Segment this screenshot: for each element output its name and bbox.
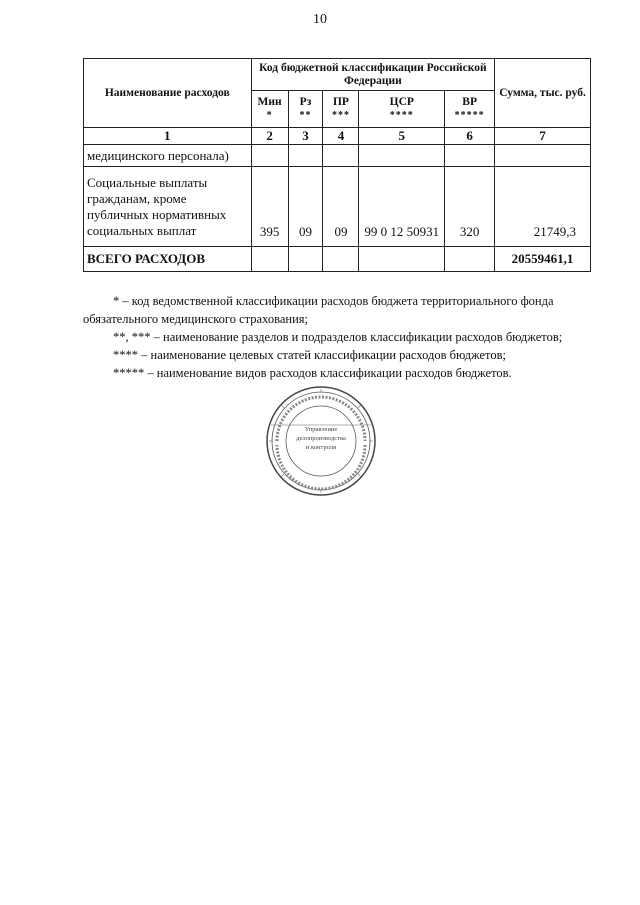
row-pr <box>323 145 359 167</box>
header-vr: ВР ***** <box>445 91 495 128</box>
row-sum: 21749,3 <box>495 167 591 247</box>
official-seal-stamp <box>265 385 377 497</box>
column-number: 4 <box>323 128 359 145</box>
header-pr: ПР *** <box>323 91 359 128</box>
total-row <box>84 247 591 272</box>
column-number: 3 <box>288 128 323 145</box>
header-sum: Сумма, тыс. руб. <box>495 59 591 128</box>
row-rz <box>288 145 323 167</box>
column-number: 1 <box>84 128 252 145</box>
page-number: 10 <box>313 12 327 27</box>
row-min: 395 <box>251 167 288 247</box>
stamp-text: делопроизводства <box>296 435 346 442</box>
header-min: Мин * <box>251 91 288 128</box>
total-label: ВСЕГО РАСХОДОВ <box>84 247 252 272</box>
footnote: * – код ведомственной классификации расходов бюджета территориального фонда обязательного медицинского страхования; <box>83 294 554 326</box>
footnote: **** – наименование целевых статей классификации расходов бюджетов; <box>113 348 506 362</box>
column-number-row <box>84 128 591 145</box>
column-number: 2 <box>251 128 288 145</box>
total-sum: 20559461,1 <box>495 247 591 272</box>
stamp-text: Управление <box>304 426 338 433</box>
row-rz: 09 <box>288 167 323 247</box>
row-pr: 09 <box>323 167 359 247</box>
row-name: медицинского персонала) <box>84 145 252 167</box>
column-number: 7 <box>495 128 591 145</box>
row-csr <box>359 145 445 167</box>
table-row <box>84 145 591 167</box>
footnote: **, *** – наименование разделов и подразделов классификации расходов бюджетов; <box>113 330 563 344</box>
footnotes <box>83 292 593 382</box>
column-number: 5 <box>359 128 445 145</box>
column-number: 6 <box>445 128 495 145</box>
row-min <box>251 145 288 167</box>
row-vr: 320 <box>445 167 495 247</box>
row-csr: 99 0 12 50931 <box>359 167 445 247</box>
budget-table <box>83 58 591 272</box>
header-group-title: Код бюджетной классификации Российской Федерации <box>251 59 495 91</box>
header-rz: Рз ** <box>288 91 323 128</box>
stamp-text: и контроля <box>305 444 337 451</box>
row-vr <box>445 145 495 167</box>
header-name: Наименование расходов <box>84 59 252 128</box>
row-sum <box>495 145 591 167</box>
table-row <box>84 167 591 247</box>
row-name: Социальные выплаты гражданам, кроме публичных нормативных социальных выплат <box>84 167 252 247</box>
footnote: ***** – наименование видов расходов классификации расходов бюджетов. <box>113 366 512 380</box>
header-csr: ЦСР **** <box>359 91 445 128</box>
